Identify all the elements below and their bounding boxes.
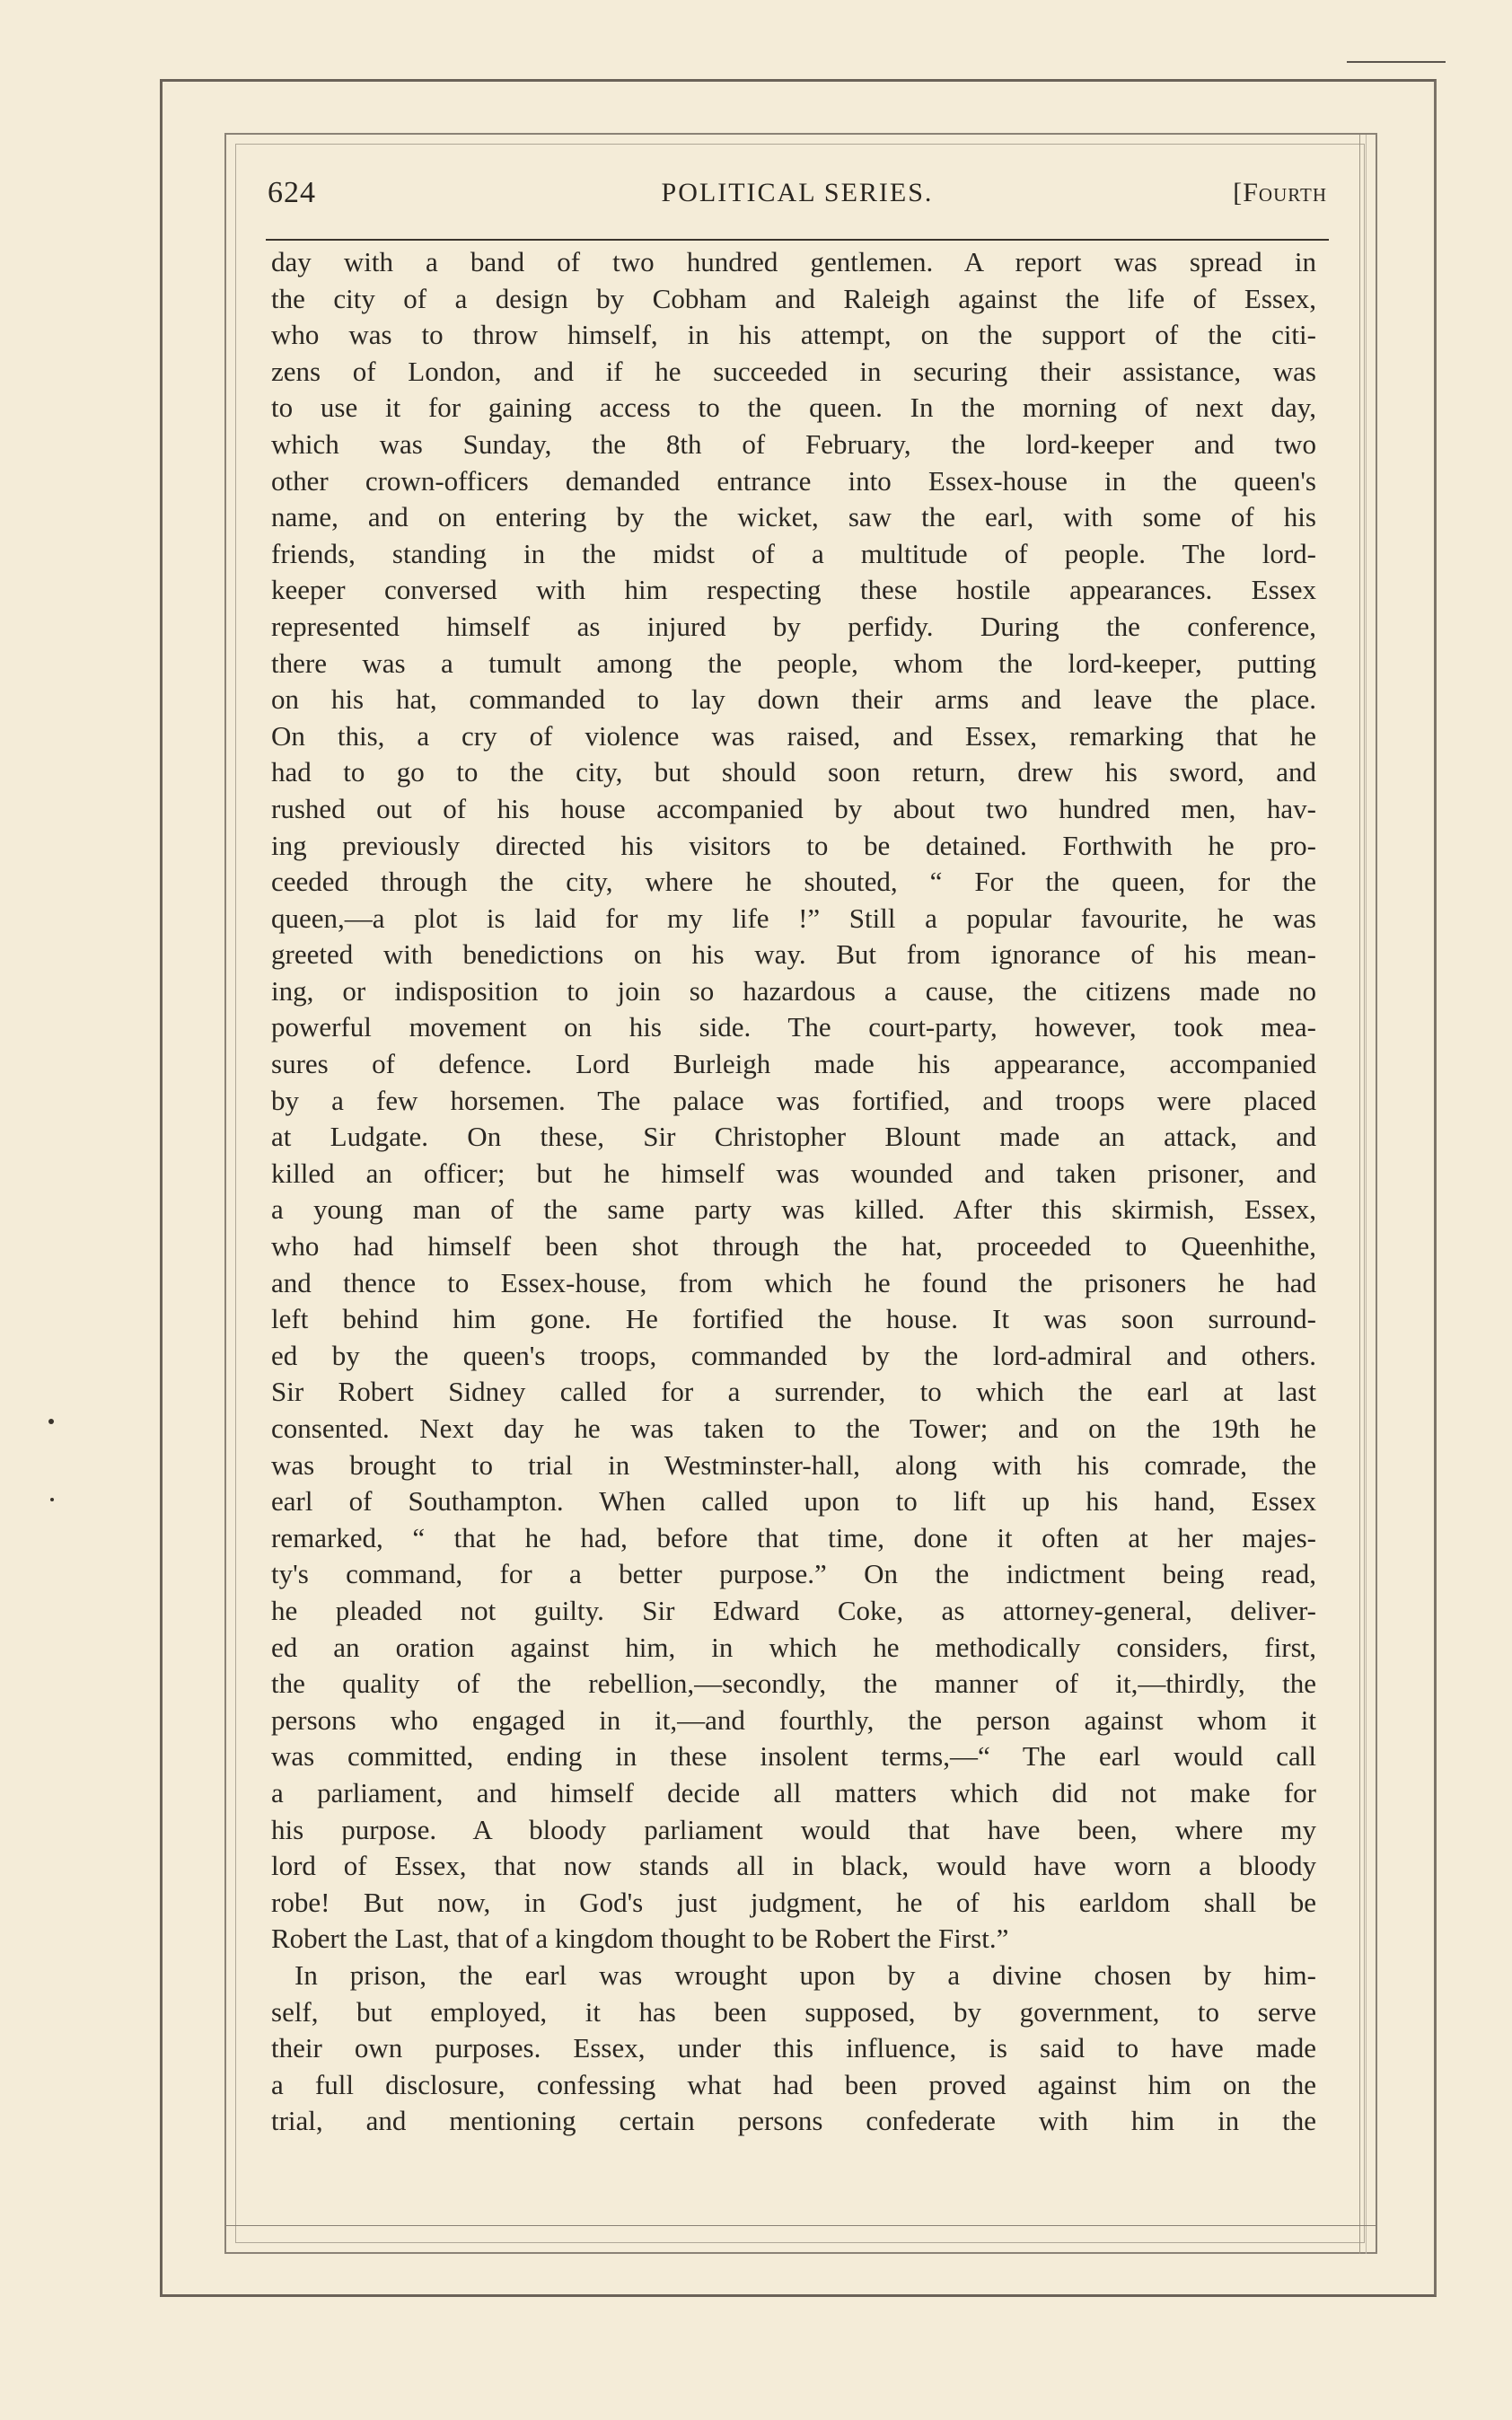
page-edge-rule	[1347, 61, 1446, 63]
text-line: remarked, “ that he had, before that time, done it often at her majes-	[271, 1521, 1316, 1553]
text-line: killed an officer; but he himself was wounded and taken prisoner, and	[271, 1157, 1316, 1189]
bottom-rule	[224, 2225, 1377, 2226]
text-line: a parliament, and himself decide all matters which did not make for	[271, 1776, 1316, 1808]
text-line: sures of defence. Lord Burleigh made his appearance, accompanied	[271, 1048, 1316, 1080]
text-line: left behind him gone. He fortified the house. It was soon surround-	[271, 1303, 1316, 1335]
text-line: other crown-officers demanded entrance into Essex-house in the queen's	[271, 464, 1316, 497]
text-line: who was to throw himself, in his attempt, on the support of the citi-	[271, 319, 1316, 351]
text-line: the city of a design by Cobham and Raleigh against the life of Essex,	[271, 282, 1316, 314]
text-line: on his hat, commanded to lay down their arms and leave the place.	[271, 683, 1316, 716]
section-mark: [Fourth	[1233, 178, 1327, 207]
text-line: robe! But now, in God's just judgment, he of his earldom shall be	[271, 1886, 1316, 1918]
text-line: powerful movement on his side. The court-party, however, took mea-	[271, 1011, 1316, 1043]
text-line: friends, standing in the midst of a multitude of people. The lord-	[271, 537, 1316, 569]
text-line: was committed, ending in these insolent terms,—“ The earl would call	[271, 1740, 1316, 1773]
text-line: In prison, the earl was wrought upon by a divine chosen by him-	[294, 1958, 1316, 1991]
text-line: a full disclosure, confessing what had been proved against him on the	[271, 2068, 1316, 2100]
text-line: zens of London, and if he succeeded in securing their assistance, was	[271, 355, 1316, 387]
text-line: he pleaded not guilty. Sir Edward Coke, as attorney-general, deliver-	[271, 1594, 1316, 1626]
header-rule	[266, 239, 1329, 241]
text-line: keeper conversed with him respecting these hostile appearances. Essex	[271, 574, 1316, 606]
text-line: ing, or indisposition to join so hazardous a cause, the citizens made no	[271, 974, 1316, 1007]
page-speck	[48, 1419, 54, 1424]
text-line: name, and on entering by the wicket, saw the earl, with some of his	[271, 501, 1316, 533]
text-line: there was a tumult among the people, whom the lord-keeper, putting	[271, 647, 1316, 679]
text-line: who had himself been shot through the hat, proceeded to Queenhithe,	[271, 1230, 1316, 1263]
text-line: Sir Robert Sidney called for a surrender, to which the earl at last	[271, 1376, 1316, 1408]
body-text	[271, 244, 1316, 2140]
text-line: trial, and mentioning certain persons confederate with him in the	[271, 2105, 1316, 2137]
text-line: ceeded through the city, where he shouted, “ For the queen, for the	[271, 866, 1316, 898]
text-line: represented himself as injured by perfidy. During the conference,	[271, 610, 1316, 642]
text-line: the quality of the rebellion,—secondly, the manner of it,—thirdly, the	[271, 1668, 1316, 1700]
text-line: by a few horsemen. The palace was fortified, and troops were placed	[271, 1084, 1316, 1116]
text-line: earl of Southampton. When called upon to lift up his hand, Essex	[271, 1485, 1316, 1518]
text-line: a young man of the same party was killed. After this skirmish, Essex,	[271, 1193, 1316, 1226]
text-line: ty's command, for a better purpose.” On the indictment being read,	[271, 1558, 1316, 1590]
text-line: ed by the queen's troops, commanded by the lord-admiral and others.	[271, 1339, 1316, 1371]
text-line: ed an oration against him, in which he methodically considers, first,	[271, 1631, 1316, 1663]
running-title: POLITICAL SERIES.	[661, 178, 934, 207]
text-line: self, but employed, it has been supposed, by government, to serve	[271, 1995, 1316, 2028]
text-line: and thence to Essex-house, from which he found the prisoners he had	[271, 1266, 1316, 1298]
text-line: was brought to trial in Westminster-hall, along with his comrade, the	[271, 1448, 1316, 1481]
text-line: their own purposes. Essex, under this influence, is said to have made	[271, 2032, 1316, 2064]
text-line: rushed out of his house accompanied by about two hundred men, hav-	[271, 792, 1316, 824]
text-line: queen,—a plot is laid for my life !” Still a popular favourite, he was	[271, 902, 1316, 934]
page-number: 624	[268, 176, 316, 209]
text-line: had to go to the city, but should soon return, drew his sword, and	[271, 756, 1316, 788]
text-line: On this, a cry of violence was raised, and Essex, remarking that he	[271, 719, 1316, 752]
text-line: which was Sunday, the 8th of February, the lord-keeper and two	[271, 427, 1316, 460]
text-line: lord of Essex, that now stands all in black, would have worn a bloody	[271, 1850, 1316, 1882]
text-line: ing previously directed his visitors to be detained. Forthwith he pro-	[271, 829, 1316, 861]
running-header	[268, 176, 1327, 221]
page-gutter-stripe	[1359, 135, 1367, 2254]
text-line: at Ludgate. On these, Sir Christopher Blount made an attack, and	[271, 1121, 1316, 1153]
text-line: his purpose. A bloody parliament would that have been, where my	[271, 1813, 1316, 1845]
text-line: persons who engaged in it,—and fourthly, the person against whom it	[271, 1703, 1316, 1736]
text-line: Robert the Last, that of a kingdom thought to be Robert the First.”	[271, 1923, 1009, 1955]
page-speck	[50, 1498, 54, 1501]
text-line: to use it for gaining access to the queen. In the morning of next day,	[271, 392, 1316, 424]
text-line: day with a band of two hundred gentlemen. A report was spread in	[271, 246, 1316, 277]
text-line: consented. Next day he was taken to the Tower; and on the 19th he	[271, 1412, 1316, 1444]
text-line: greeted with benedictions on his way. But from ignorance of his mean-	[271, 938, 1316, 971]
